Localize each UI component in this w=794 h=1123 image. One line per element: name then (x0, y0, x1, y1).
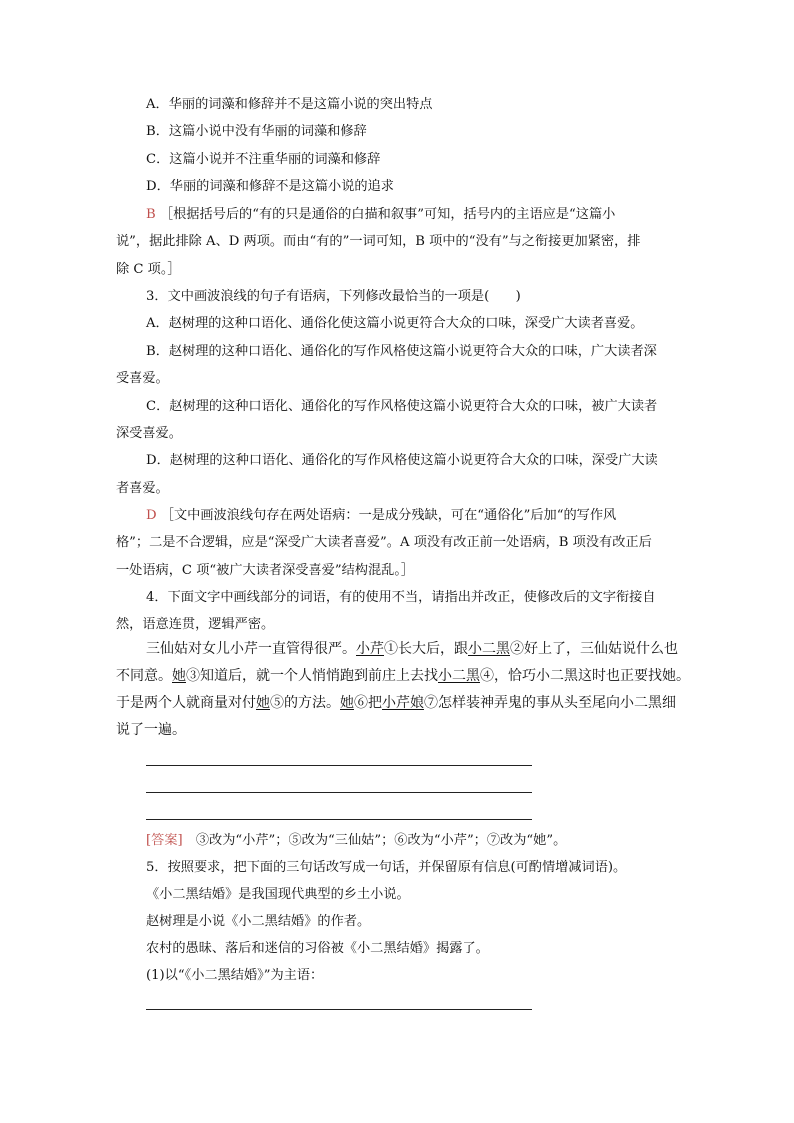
q2-option-d: D．华丽的词藻和修辞不是这篇小说的追求 (146, 179, 394, 194)
passage-text: 三仙姑对女儿小芹一直管得很严。 (146, 641, 356, 657)
q4-passage-line1 (146, 640, 678, 658)
q5-stem: 5．按照要求，把下面的三句话改写成一句话，并保留原有信息(可酌情增减词语)。 (146, 860, 627, 875)
q5-subquestion-1: (1)以“《小二黑结婚》”为主语： (146, 968, 324, 983)
q3-option-c-line2: 深受喜爱。 (116, 426, 182, 441)
passage-text: ⑦怎样装神弄鬼的事从头至尾向小二黑细 (424, 695, 676, 711)
q4-stem-line2: 然，语意连贯，逻辑严密。 (116, 617, 275, 632)
answer-tag: [答案] (146, 833, 183, 848)
passage-text: ④，恰巧小二黑这时也正要找她。 (480, 668, 690, 684)
q2-answer-line2: 说”，据此排除 A、D 两项。而由“有的”一词可知，B 项中的“没有”与之衔接更加紧密，排 (116, 234, 641, 249)
q5-sentence-2: 赵树理是小说《小二黑结婚》的作者。 (146, 914, 371, 929)
q3-option-d-line2: 者喜爱。 (116, 481, 169, 496)
q3-option-b-line2: 受喜爱。 (116, 371, 169, 386)
passage-text: ③知道后，就一个人悄悄跑到前庄上去找 (186, 668, 438, 684)
answer-blank-line[interactable] (146, 765, 532, 766)
q2-answer-text1: ［根据括号后的“有的只是通俗的白描和叙事”可知，括号内的主语应是“这篇小 (159, 207, 616, 222)
q4-stem-line1: 4．下面文字中画线部分的词语，有的使用不当，请指出并改正，使修改后的文字衔接自 (146, 590, 656, 605)
answer-blank-line[interactable] (146, 1009, 532, 1010)
q3-answer-line2: 格”；二是不合逻辑，应是“深受广大读者喜爱”。A 项没有改正前一处语病，B 项没有改正后 (116, 535, 652, 550)
q2-option-a: A．华丽的词藻和修辞并不是这篇小说的突出特点 (146, 97, 433, 112)
passage-text: ②好上了，三仙姑说什么也 (510, 641, 678, 657)
q3-option-b-line1: B．赵树理的这种口语化、通俗化的写作风格使这篇小说更符合大众的口味，广大读者深 (146, 344, 657, 359)
q2-option-c: C．这篇小说并不注重华丽的词藻和修辞 (146, 152, 381, 167)
passage-text: 不同意。 (116, 668, 172, 684)
answer-blank-line[interactable] (146, 819, 532, 820)
q5-sentence-3: 农村的愚昧、落后和迷信的习俗被《小二黑结婚》揭露了。 (146, 941, 489, 956)
underlined-word: 她 (256, 695, 270, 711)
q3-option-a: A．赵树理的这种口语化、通俗化使这篇小说更符合大众的口味，深受广大读者喜爱。 (146, 316, 644, 331)
q5-sentence-1: 《小二黑结婚》是我国现代典型的乡土小说。 (146, 887, 410, 902)
answer-blank-line[interactable] (146, 792, 532, 793)
underlined-word: 小芹 (356, 641, 384, 657)
q3-answer-text1: ［文中画波浪线句存在两处语病：一是成分残缺，可在“通俗化”后加“的写作风 (160, 508, 617, 523)
underlined-word: 她 (172, 668, 186, 684)
q3-answer-line3: 一处语病，C 项“被广大读者深受喜爱”结构混乱。］ (116, 563, 415, 578)
q2-option-b: B．这篇小说中没有华丽的词藻和修辞 (146, 124, 367, 139)
q4-answer (146, 832, 566, 850)
q3-answer-letter: D (146, 508, 157, 523)
underlined-word: 小芹娘 (382, 695, 424, 711)
passage-text: 于是两个人就商量对付 (116, 695, 256, 711)
q4-passage-line2 (116, 667, 690, 685)
q4-answer-text: ③改为“小芹”；⑤改为“三仙姑”；⑥改为“小芹”；⑦改为“她”。 (182, 833, 567, 848)
q4-passage-line3 (116, 694, 676, 712)
q4-passage-line4: 说了一遍。 (116, 722, 186, 738)
underlined-word: 小二黑 (438, 668, 480, 684)
passage-text: ⑥把 (354, 695, 382, 711)
underlined-word: 她 (340, 695, 354, 711)
q3-option-d-line1: D．赵树理的这种口语化、通俗化的写作风格使这篇小说更符合大众的口味，深受广大读 (146, 453, 658, 468)
q2-answer-line1 (146, 206, 615, 224)
q3-stem: 3．文中画波浪线的句子有语病，下列修改最恰当的一项是( ) (146, 289, 521, 304)
q2-answer-letter: B (146, 207, 156, 222)
underlined-word: 小二黑 (468, 641, 510, 657)
q3-option-c-line1: C．赵树理的这种口语化、通俗化的写作风格使这篇小说更符合大众的口味，被广大读者 (146, 399, 658, 414)
q2-answer-line3: 除 C 项。］ (116, 262, 181, 277)
q3-answer-line1 (146, 507, 616, 525)
passage-text: ①长大后，跟 (384, 641, 468, 657)
passage-text: ⑤的方法。 (270, 695, 340, 711)
